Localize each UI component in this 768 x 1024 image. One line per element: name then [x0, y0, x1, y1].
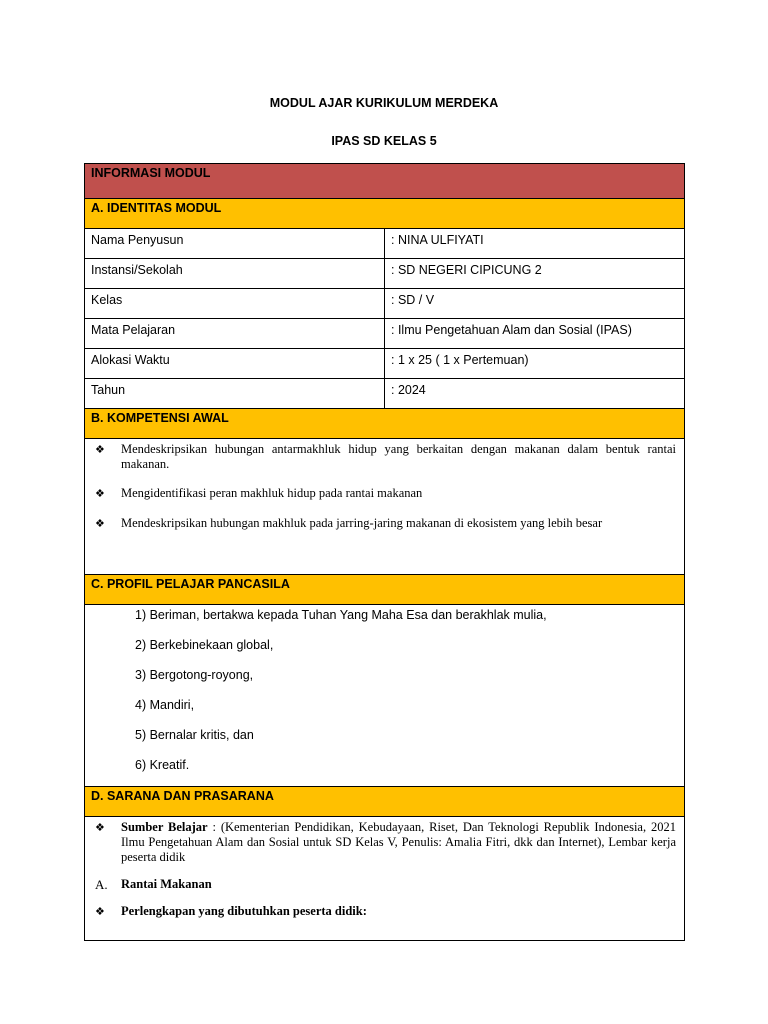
- module-table: [84, 163, 685, 941]
- list-marker: A.: [95, 877, 108, 892]
- row-key: Tahun: [85, 379, 385, 409]
- rantai-makanan-label: Rantai Makanan: [121, 877, 212, 891]
- table-row: [85, 229, 685, 259]
- sarana-content: [85, 817, 685, 941]
- table-row: [85, 319, 685, 349]
- list-item: [91, 877, 678, 892]
- perlengkapan-label: Perlengkapan yang dibutuhkan peserta didik:: [121, 904, 367, 918]
- list-item: 4) Mandiri,: [135, 698, 195, 712]
- row-key: Alokasi Waktu: [85, 349, 385, 379]
- row-key: Kelas: [85, 289, 385, 319]
- list-item: [91, 904, 678, 920]
- row-key: Nama Penyusun: [85, 229, 385, 259]
- list-item: 1) Beriman, bertakwa kepada Tuhan Yang Maha Esa dan berakhlak mulia,: [135, 608, 547, 622]
- kompetensi-list: [85, 439, 685, 575]
- row-value: : Ilmu Pengetahuan Alam dan Sosial (IPAS): [385, 319, 685, 349]
- info-modul-header: INFORMASI MODUL: [85, 164, 685, 199]
- list-item: [91, 820, 678, 865]
- diamond-bullet-icon: ❖: [95, 518, 105, 530]
- list-item: [91, 516, 678, 532]
- list-item-text: Mengidentifikasi peran makhluk hidup pada rantai makanan: [121, 486, 423, 500]
- kompetensi-header: B. KOMPETENSI AWAL: [85, 409, 685, 439]
- list-item: 6) Kreatif.: [135, 758, 190, 772]
- table-row: [85, 289, 685, 319]
- row-value: : 1 x 25 ( 1 x Pertemuan): [385, 349, 685, 379]
- list-item: 2) Berkebinekaan global,: [135, 638, 274, 652]
- document-subtitle: IPAS SD KELAS 5: [331, 134, 437, 148]
- row-key: Mata Pelajaran: [85, 319, 385, 349]
- list-item: [91, 486, 678, 502]
- profil-list: [85, 605, 685, 787]
- list-item-text: Mendeskripsikan hubungan antarmakhluk hidup yang berkaitan dengan makanan dalam bentuk rantai makanan.: [121, 442, 676, 471]
- row-value: : SD / V: [385, 289, 685, 319]
- list-item: 3) Bergotong-royong,: [135, 668, 254, 682]
- row-key: Instansi/Sekolah: [85, 259, 385, 289]
- table-row: [85, 259, 685, 289]
- row-value: : SD NEGERI CIPICUNG 2: [385, 259, 685, 289]
- diamond-bullet-icon: ❖: [95, 488, 105, 500]
- row-value: : NINA ULFIYATI: [385, 229, 685, 259]
- identitas-header: A. IDENTITAS MODUL: [85, 199, 685, 229]
- table-row: [85, 349, 685, 379]
- row-value: : 2024: [385, 379, 685, 409]
- sumber-belajar-text: : (Kementerian Pendidikan, Kebudayaan, Riset, Dan Teknologi Republik Indonesia, 2021 Ilmu Pengetahuan Alam dan Sosial untuk SD Kelas V, Penulis: Amalia Fitri, dkk dan Internet), Lembar kerja peserta didik: [121, 820, 676, 864]
- sumber-belajar-label: Sumber Belajar: [121, 820, 208, 834]
- list-item: 5) Bernalar kritis, dan: [135, 728, 254, 742]
- profil-header: C. PROFIL PELAJAR PANCASILA: [85, 575, 685, 605]
- diamond-bullet-icon: ❖: [95, 444, 105, 456]
- table-row: [85, 379, 685, 409]
- list-item-text: Mendeskripsikan hubungan makhluk pada jarring-jaring makanan di ekosistem yang lebih besar: [121, 516, 603, 530]
- diamond-bullet-icon: ❖: [95, 906, 105, 918]
- list-item: [91, 442, 678, 472]
- diamond-bullet-icon: ❖: [95, 822, 105, 834]
- sarana-header: D. SARANA DAN PRASARANA: [85, 787, 685, 817]
- document-title: MODUL AJAR KURIKULUM MERDEKA: [269, 96, 499, 110]
